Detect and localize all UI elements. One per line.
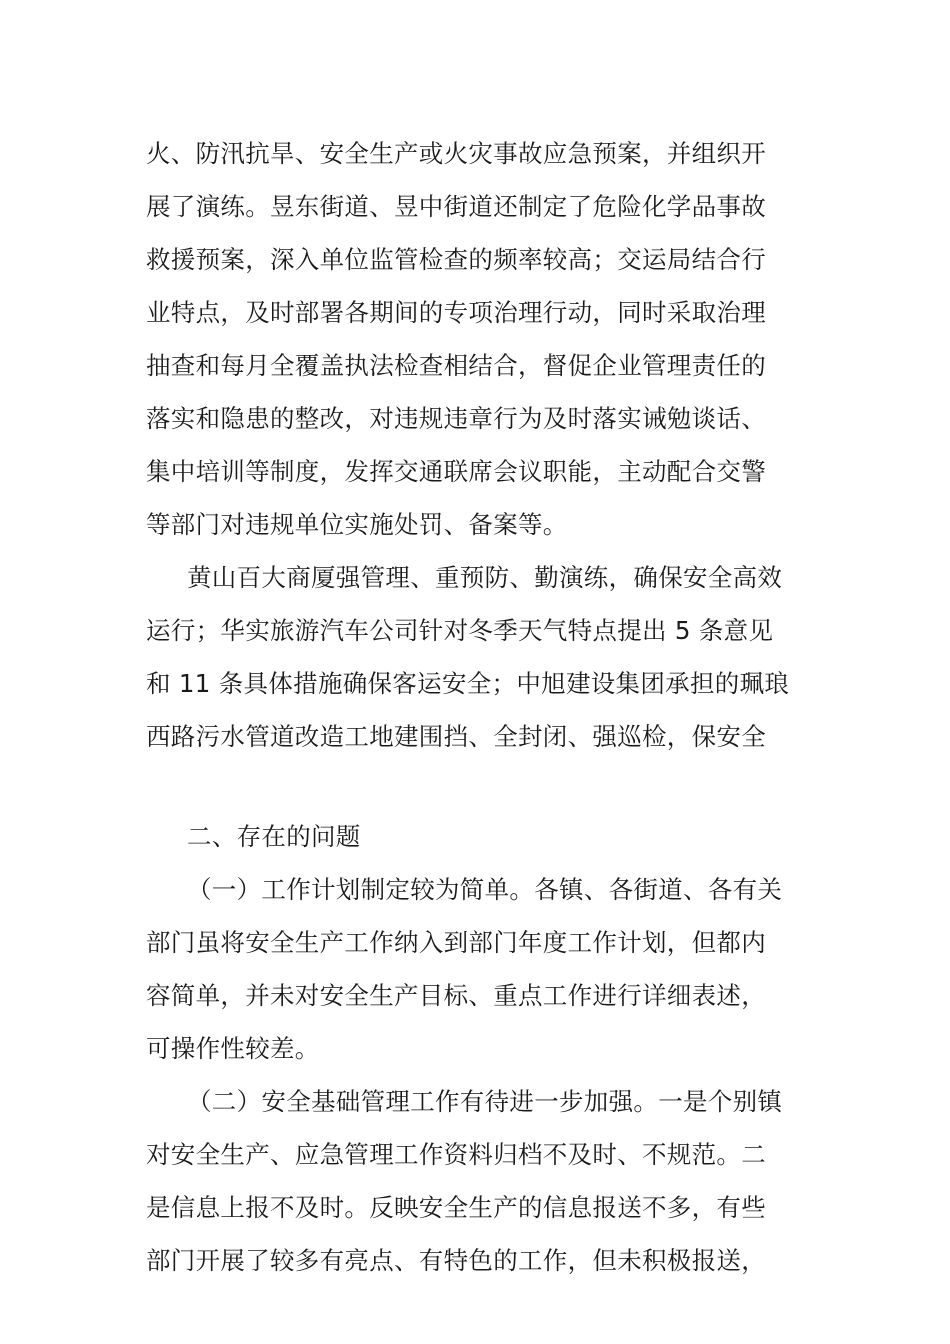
text-line: 和 11 条具体措施确保客运安全；中旭建设集团承担的珮琅 [146, 669, 790, 698]
text-line: 等部门对违规单位实施处罚、备案等。 [146, 510, 568, 539]
text-line: 集中培训等制度，发挥交通联席会议职能，主动配合交警 [146, 457, 766, 486]
text-line: 容简单，并未对安全生产目标、重点工作进行详细表述， [146, 981, 766, 1010]
text-line: 展了演练。昱东街道、昱中街道还制定了危险化学品事故 [146, 192, 766, 221]
text-line: 部门虽将安全生产工作纳入到部门年度工作计划，但都内 [146, 928, 766, 957]
text-line: 部门开展了较多有亮点、有特色的工作，但未积极报送， [146, 1246, 766, 1275]
text-line: 对安全生产、应急管理工作资料归档不及时、不规范。二 [146, 1140, 766, 1169]
text-line: 落实和隐患的整改，对违规违章行为及时落实诫勉谈话、 [146, 404, 766, 433]
text-line: 火、防汛抗旱、安全生产或火灾事故应急预案，并组织开 [146, 139, 766, 168]
text-line: 抽查和每月全覆盖执法检查相结合，督促企业管理责任的 [146, 351, 766, 380]
text-line: 西路污水管道改造工地建围挡、全封闭、强巡检，保安全 [146, 722, 766, 751]
section-heading: 二、存在的问题 [187, 822, 361, 851]
paragraph-start-line: 黄山百大商厦强管理、重预防、勤演练，确保安全高效 [187, 563, 783, 592]
text-line: 救援预案，深入单位监管检查的频率较高；交运局结合行 [146, 245, 766, 274]
text-line: 运行；华实旅游汽车公司针对冬季天气特点提出 5 条意见 [146, 616, 774, 645]
paragraph-start-line: （二）安全基础管理工作有待进一步加强。一是个别镇 [187, 1087, 783, 1116]
paragraph-start-line: （一）工作计划制定较为简单。各镇、各街道、各有关 [187, 875, 783, 904]
text-line: 业特点，及时部署各期间的专项治理行动，同时采取治理 [146, 298, 766, 327]
text-line: 可操作性较差。 [146, 1034, 320, 1063]
text-line: 是信息上报不及时。反映安全生产的信息报送不多，有些 [146, 1193, 766, 1222]
